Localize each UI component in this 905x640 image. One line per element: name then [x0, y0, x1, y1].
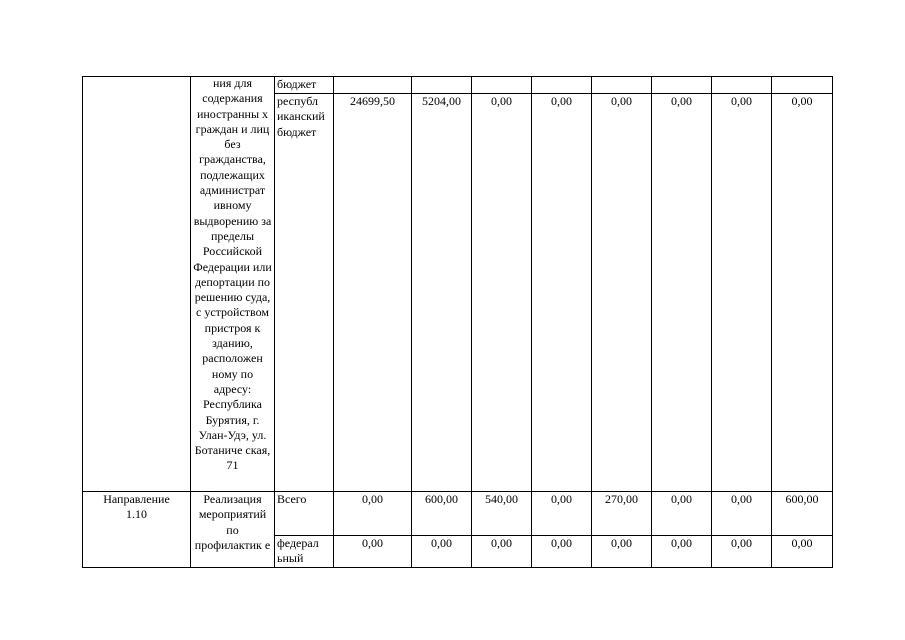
- description-cell: [191, 77, 275, 492]
- source-label: Всего: [277, 492, 307, 506]
- value-cell: 0,00: [652, 492, 712, 536]
- value-cell: 0,00: [532, 94, 592, 492]
- direction-cell: [83, 492, 191, 568]
- value-cell: 0,00: [532, 492, 592, 536]
- value-cell: [712, 77, 772, 94]
- direction-label: Направление 1.10: [103, 492, 170, 522]
- source-label: республ иканский бюджет: [277, 94, 325, 139]
- value-cell: [532, 77, 592, 94]
- value-cell: [412, 77, 472, 94]
- description-text: Реализация мероприятий по профилактик е: [194, 492, 271, 552]
- source-cell: [275, 94, 334, 492]
- value-cell: 0,00: [712, 94, 772, 492]
- value-cell: 0,00: [652, 536, 712, 568]
- table-row: [83, 492, 833, 536]
- value-cell: 0,00: [772, 94, 833, 492]
- value-cell: 0,00: [334, 492, 412, 536]
- value-cell: 0,00: [532, 536, 592, 568]
- description-cell: [191, 492, 275, 568]
- value-cell: 0,00: [772, 536, 833, 568]
- value-cell: 24699,50: [334, 94, 412, 492]
- source-label: федерал ьный: [277, 536, 319, 566]
- source-cell: [275, 536, 334, 568]
- direction-cell: [83, 77, 191, 492]
- source-cell: [275, 77, 334, 94]
- value-cell: [652, 77, 712, 94]
- value-cell: [472, 77, 532, 94]
- source-label: бюджет: [277, 77, 317, 91]
- value-cell: 0,00: [592, 94, 652, 492]
- value-cell: 0,00: [712, 492, 772, 536]
- value-cell: 0,00: [592, 536, 652, 568]
- value-cell: 600,00: [772, 492, 833, 536]
- value-cell: [592, 77, 652, 94]
- description-text: содержания иностранны х граждан и лиц без гражданства, подлежащих администрат ивному выдворению за пределы Российской Федерации или депортации по решению суда, с устройством пристроя к зданию, расположен ному по адресу: Республика Бурятия, г. Улан-Удэ, ул. Ботаниче ская, 71: [193, 91, 272, 473]
- description-tail: ния для: [213, 76, 252, 90]
- value-cell: 0,00: [472, 536, 532, 568]
- value-cell: [334, 77, 412, 94]
- value-cell: [772, 77, 833, 94]
- value-cell: 540,00: [472, 492, 532, 536]
- value-cell: 5204,00: [412, 94, 472, 492]
- value-cell: 0,00: [712, 536, 772, 568]
- source-cell: [275, 492, 334, 536]
- value-cell: 600,00: [412, 492, 472, 536]
- value-cell: 0,00: [412, 536, 472, 568]
- value-cell: 270,00: [592, 492, 652, 536]
- value-cell: 0,00: [652, 94, 712, 492]
- value-cell: 0,00: [334, 536, 412, 568]
- table-row: [83, 77, 833, 94]
- budget-table: [82, 76, 833, 568]
- value-cell: 0,00: [472, 94, 532, 492]
